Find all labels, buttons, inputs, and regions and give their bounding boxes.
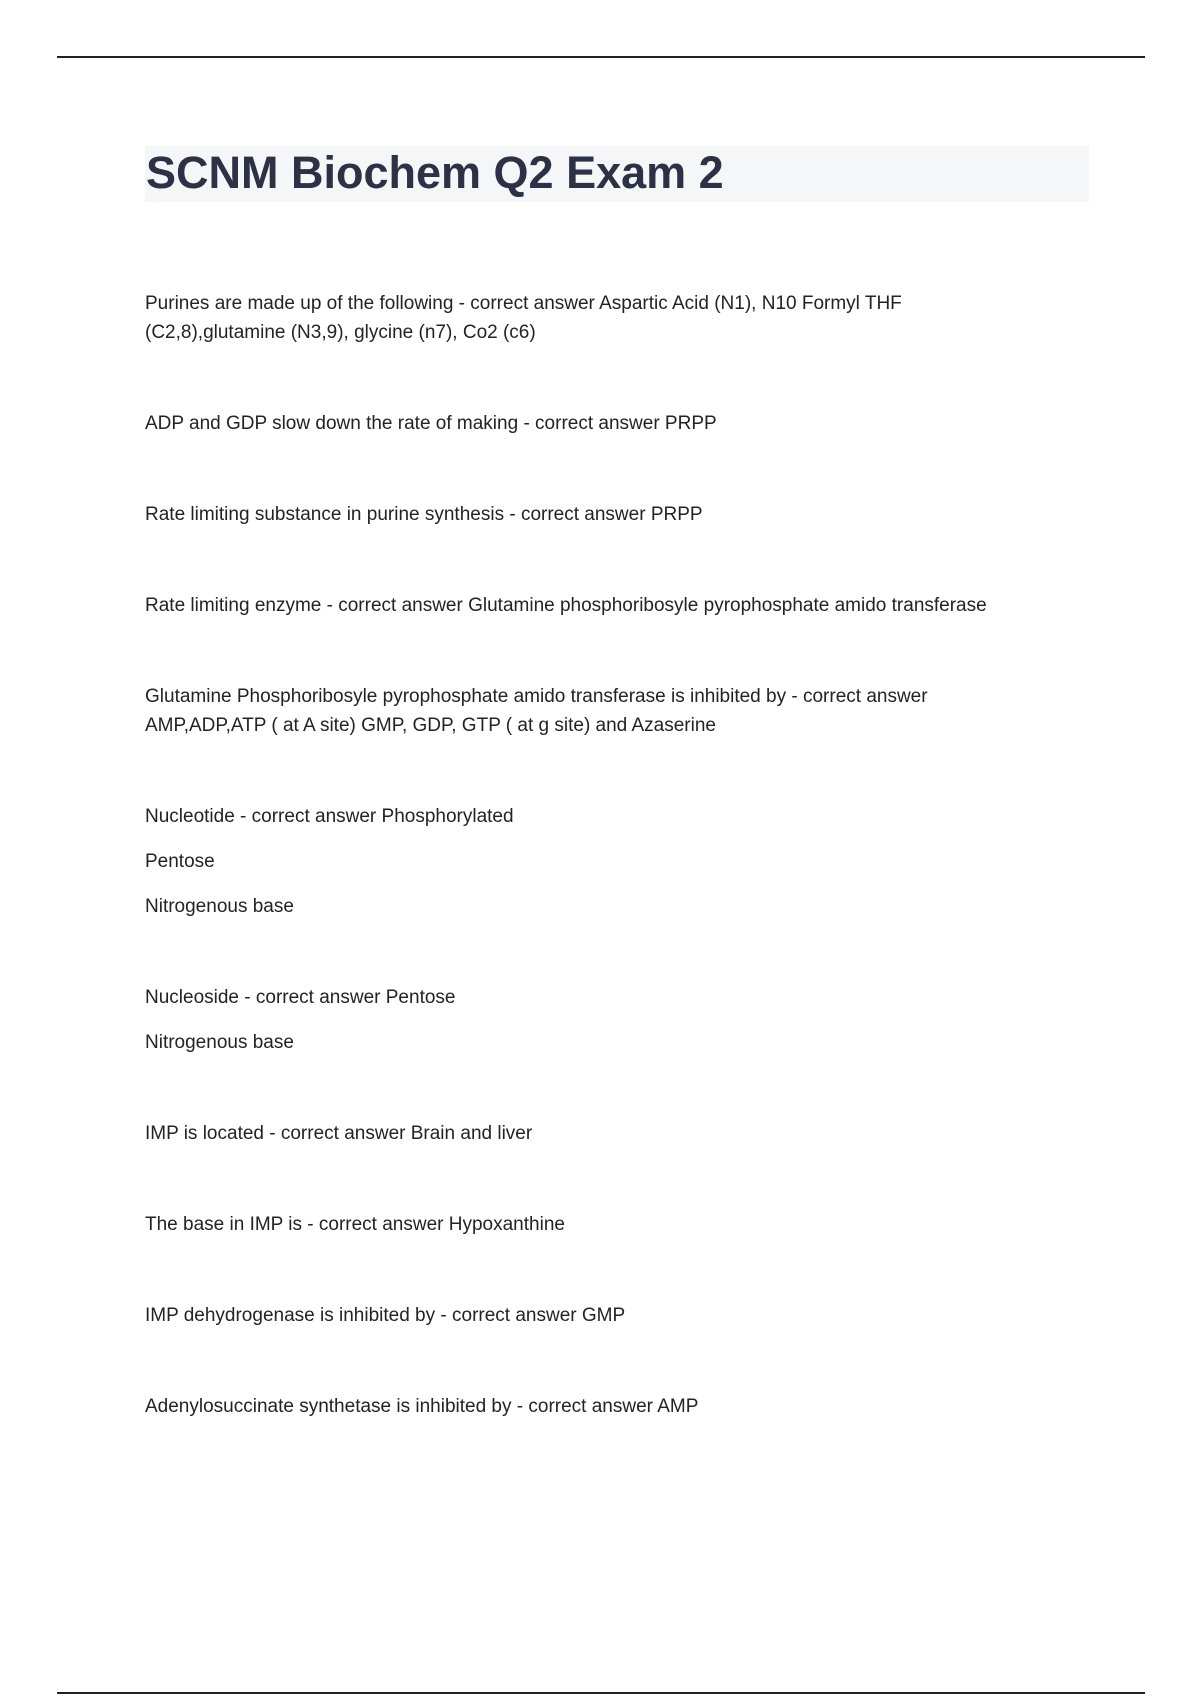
qa-item [145, 983, 1065, 1057]
qa-line: Nucleoside - correct answer Pentose [145, 987, 456, 1008]
document-title: SCNM Biochem Q2 Exam 2 [146, 147, 724, 198]
qa-item [145, 1301, 1065, 1330]
qa-item [145, 500, 1065, 529]
bottom-rule [57, 1692, 1145, 1694]
qa-line: Nitrogenous base [145, 1032, 294, 1053]
qa-line: Nucleotide - correct answer Phosphorylated [145, 806, 514, 827]
qa-item [145, 1392, 1065, 1421]
qa-line: Adenylosuccinate synthetase is inhibited by - correct answer AMP [145, 1396, 699, 1417]
qa-line: Nitrogenous base [145, 896, 294, 917]
qa-item [145, 1210, 1065, 1239]
qa-line: (C2,8),glutamine (N3,9), glycine (n7), Co2 (c6) [145, 322, 536, 343]
qa-item [145, 409, 1065, 438]
qa-item [145, 802, 1065, 921]
qa-item [145, 289, 1065, 347]
qa-item [145, 591, 1065, 620]
qa-line: IMP dehydrogenase is inhibited by - correct answer GMP [145, 1305, 626, 1326]
qa-line: The base in IMP is - correct answer Hypoxanthine [145, 1214, 565, 1235]
top-rule [57, 56, 1145, 58]
qa-line: Glutamine Phosphoribosyle pyrophosphate amido transferase is inhibited by - correct answer [145, 686, 928, 707]
qa-line: Purines are made up of the following - correct answer Aspartic Acid (N1), N10 Formyl THF [145, 293, 902, 314]
qa-list [145, 289, 1065, 1483]
qa-line: IMP is located - correct answer Brain and liver [145, 1123, 533, 1144]
qa-line: AMP,ADP,ATP ( at A site) GMP, GDP, GTP ( at g site) and Azaserine [145, 715, 716, 736]
qa-item [145, 1119, 1065, 1148]
qa-line: Pentose [145, 851, 215, 872]
qa-line: ADP and GDP slow down the rate of making - correct answer PRPP [145, 413, 717, 434]
qa-line: Rate limiting enzyme - correct answer Glutamine phosphoribosyle pyrophosphate amido transferase [145, 595, 987, 616]
qa-line: Rate limiting substance in purine synthesis - correct answer PRPP [145, 504, 703, 525]
qa-item [145, 682, 1065, 740]
